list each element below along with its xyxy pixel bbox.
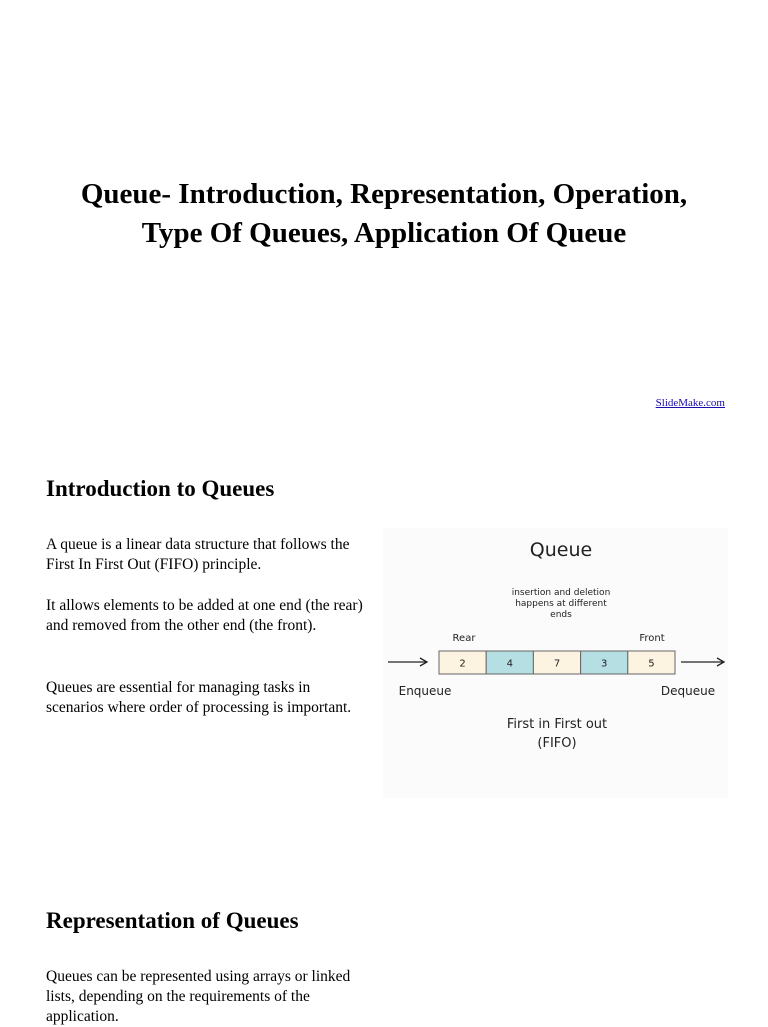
diagram-heading: Queue [529, 539, 593, 561]
queue-cell-value: 2 [459, 658, 466, 670]
title-line-2: Type Of Queues, Application Of Queue [141, 217, 627, 249]
intro-paragraph-1: A queue is a linear data structure that follows the First In First Out (FIFO) principle. [46, 536, 350, 573]
diagram-note-line-2: happens at different [515, 599, 607, 609]
queue-cell-value: 5 [648, 658, 655, 670]
front-label: Front [639, 633, 665, 644]
document-title [24, 175, 744, 253]
diagram-note-line-3: ends [550, 610, 572, 620]
intro-paragraph-3: Queues are essential for managing tasks in scenarios where order of processing is important. [46, 679, 352, 716]
queue-cells [439, 651, 675, 674]
dequeue-label: Dequeue [660, 684, 716, 698]
rear-label: Rear [452, 633, 476, 644]
fifo-caption-line-2: (FIFO) [537, 736, 577, 751]
slidemake-credit-link[interactable]: SlideMake.com [655, 397, 725, 409]
enqueue-label: Enqueue [398, 684, 452, 698]
queue-cell-value: 3 [601, 658, 608, 670]
enqueue-arrow-icon [388, 658, 427, 666]
queue-cell-value: 7 [553, 658, 561, 670]
section-heading-representation: Representation of Queues [46, 908, 299, 933]
diagram-note-line-1: insertion and deletion [511, 588, 611, 598]
section-heading-introduction: Introduction to Queues [46, 476, 275, 501]
queue-diagram [383, 528, 728, 798]
dequeue-arrow-icon [681, 658, 724, 666]
representation-paragraph-1: Queues can be represented using arrays or linked lists, depending on the requirements of the application. [46, 968, 351, 1025]
queue-cell-value: 4 [506, 658, 513, 670]
fifo-caption-line-1: First in First out [506, 717, 608, 732]
title-line-1: Queue- Introduction, Representation, Operation, [80, 178, 688, 210]
intro-paragraph-2: It allows elements to be added at one end (the rear) and removed from the other end (the front). [46, 597, 363, 634]
